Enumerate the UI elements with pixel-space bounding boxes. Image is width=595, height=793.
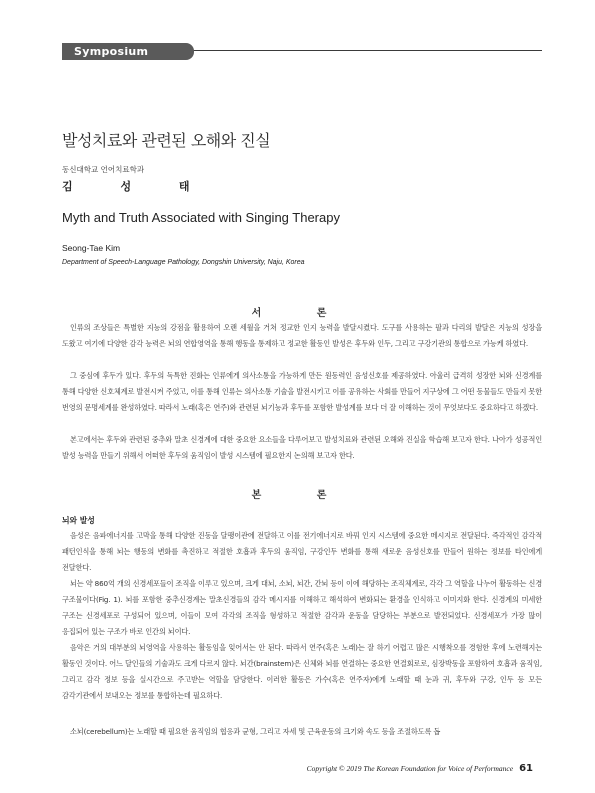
- intro-heading: 서 론: [251, 308, 353, 319]
- section-tag: [62, 43, 194, 60]
- author-korean: 김 성 태: [62, 180, 212, 193]
- body-paragraph: 음악은 거의 대부분의 뇌영역을 사용하는 활동임을 잊어서는 안 된다. 따라서 연주(혹은 노래)는 잘 하기 어렵고 많은 시행착오를 경험한 후에 노련해지는 활동인 것이다. 어느 달인들의 기술과도 크게 다르지 않다. 뇌간(brainstem)은 신체와 뇌를 연결하는 중요한 연결회로로, 심장박동을 포함하여 호흡과 움직임, 그리고 감각 정보 등을 실시간으로 주고받는 역할을 담당한다. 이러한 활동은 가수(혹은 연주자)에게 노래할 때 눈과 귀, 후두와 구강, 인두 등 모든 감각기관에서 보내오는 정보를 통합하는데 필요하다.: [62, 643, 542, 700]
- intro-paragraph: 그 중심에 후두가 있다. 후두의 독특한 진화는 인류에게 의사소통을 가능하게 만든 원동력인 음성신호를 제공하였다. 아울러 급격히 성장한 뇌와 신경계를 통해 다양한 신호체계로 발전시켜 주었고, 이를 통해 인류는 의사소통 기술을 발전시키고 이를 공유하는 사회를 만들어 지구상에 그 어떤 동물들도 만들지 못한 번영의 문명세계를 완성하였다. 따라서 노래(혹은 연주)와 관련된 뇌기능과 후두를 포함한 발성계를 보다 더 잘 이해하는 것이 무엇보다도 중요하다고 하겠다.: [62, 371, 542, 412]
- page-number: 61: [519, 763, 533, 774]
- body-paragraph: 뇌는 약 860억 개의 신경세포들이 조직을 이루고 있으며, 크게 대뇌, 소뇌, 뇌간, 간뇌 등이 이에 해당하는 조직체계로, 각각 그 역할을 나누어 활동하는 신경 구조물이다(Fig. 1). 뇌를 포함한 중추신경계는 말초신경들의 감각 메시지를 이해하고 해석하여 변화되는 환경을 인식하고 이미지화 한다. 신경계의 미세한 구조는 신경세포로 구성되어 있으며, 이들이 모여 각각의 조직을 형성하고 적절한 감각과 운동을 담당하는 부분으로 발전되었다. 신경세포가 가장 많이 응집되어 있는 구조가 바로 인간의 뇌이다.: [62, 579, 542, 636]
- article-title-english: Myth and Truth Associated with Singing Therapy: [62, 210, 340, 225]
- affiliation-english: Department of Speech-Language Pathology, Dongshin University, Naju, Korea: [62, 259, 305, 266]
- intro-paragraph: 본고에서는 후두와 관련된 중추와 말초 신경계에 대한 중요한 요소들을 다루어보고 발성치료와 관련된 오해와 진실을 학습해 보고자 한다. 나아가 성공적인 발성 능력을 만들기 위해서 어떠한 후두의 움직임이 발성 시스템에 필요한지 논의해 보고자 한다.: [62, 435, 542, 460]
- body-heading: 본 론: [251, 490, 353, 501]
- copyright-notice: Copyright © 2019 The Korean Foundation for Voice of Performance: [306, 764, 514, 773]
- body-paragraph: 음성은 음파에너지를 고막을 통해 다양한 진동을 달팽이관에 전달하고 이를 전기에너지로 바꿔 인지 시스템에 중요한 메시지로 전달된다. 즉각적인 감각적 패턴인식을 통해 뇌는 행동의 변화를 촉진하고 적절한 호흡과 후두의 움직임, 구강인두 변화를 통해 새로운 음성신호를 만들어 원하는 정보를 타인에게 전달한다.: [62, 531, 542, 572]
- article-title-korean: 발성치료와 관련된 오해와 진실: [62, 131, 271, 150]
- page-footer: [307, 763, 533, 774]
- affiliation-korean: 동신대학교 언어치료학과: [62, 165, 145, 174]
- author-english: Seong-Tae Kim: [62, 243, 121, 253]
- section-tag-label: Symposium: [74, 45, 149, 58]
- intro-paragraph: 인류의 조상들은 특별한 지능의 강점을 활용하여 오랜 세월을 거쳐 정교한 인지 능력을 발달시켰다. 도구를 사용하는 팔과 다리의 발달은 지능의 성장을 도왔고 여기에 다양한 감각 능력은 뇌의 연합영역을 통해 행동을 통제하고 정교한 활동인 발성은 후두와 인두, 그리고 구강기관의 통합으로 가능케 하였다.: [62, 323, 542, 348]
- subsection-heading: 뇌와 발성: [62, 516, 95, 525]
- body-paragraph: 소뇌(cerebellum)는 노래할 때 필요한 움직임의 협응과 균형, 그리고 자세 및 근육운동의 크기와 속도 등을 조절하도록 돕: [70, 727, 441, 736]
